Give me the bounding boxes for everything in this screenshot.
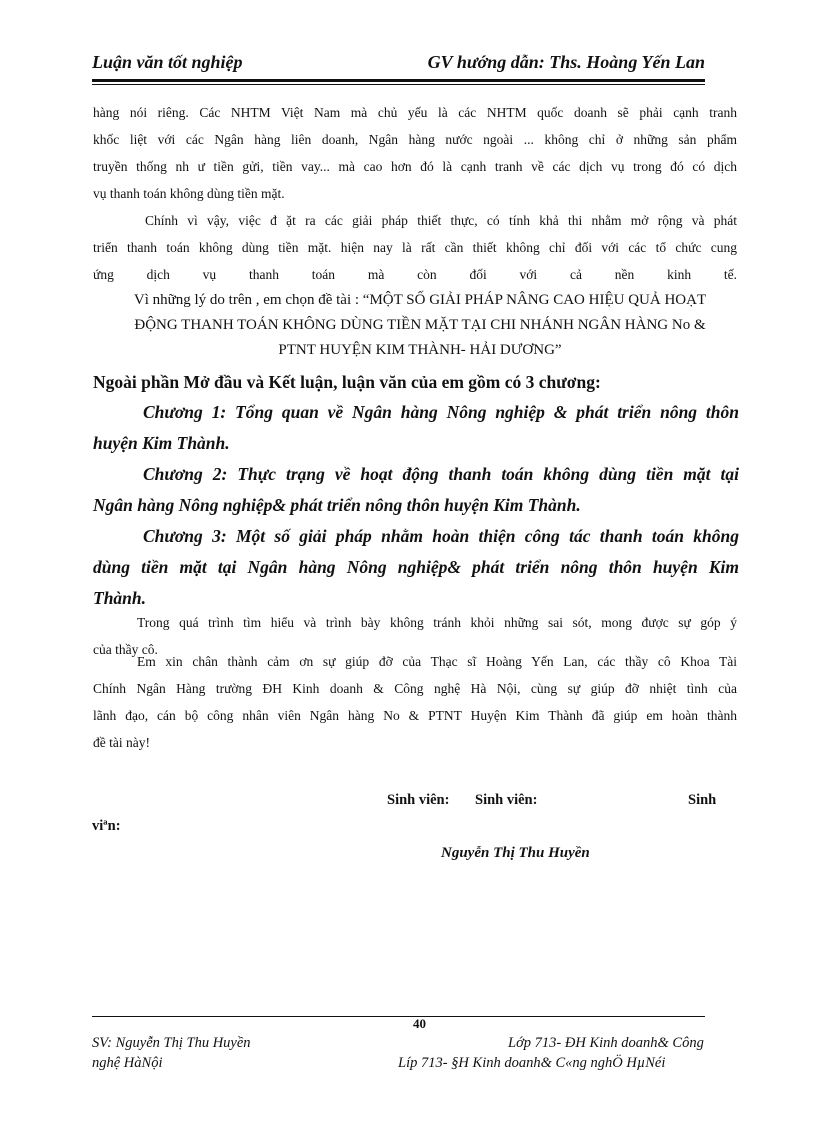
signature-name: Nguyễn Thị Thu Huyền xyxy=(441,845,590,861)
text-line: khốc liệt với các Ngân hàng liên doanh, Ngân hàng nước ngoài ... không chỉ ở những sản phẩm xyxy=(93,132,737,147)
chapter-3 xyxy=(93,521,739,614)
text-line: triển thanh toán không dùng tiền mặt. hiện nay là rất cần thiết không chỉ đối với các tổ chức cung xyxy=(93,240,737,255)
text-line: Em xin chân thành cảm ơn sự giúp đỡ của Thạc sĩ Hoàng Yến Lan, các thầy cô Khoa Tài xyxy=(137,654,737,669)
footer-class: Lớp 713- ĐH Kinh doanh& Công xyxy=(508,1035,704,1051)
text-line: Trong quá trình tìm hiểu và trình bày không tránh khỏi những sai sót, mong được sự góp ý xyxy=(137,615,737,630)
chapter-2 xyxy=(93,459,739,521)
text-line: hàng nói riêng. Các NHTM Việt Nam mà chủ yếu là các NHTM quốc doanh sẽ phải cạnh tranh xyxy=(93,105,737,120)
page-number: 40 xyxy=(413,1016,426,1031)
thesis-topic xyxy=(100,288,740,363)
text-line: vụ thanh toán không dùng tiền mặt. xyxy=(93,186,285,201)
topic-line: ĐỘNG THANH TOÁN KHÔNG DÙNG TIỀN MẶT TẠI CHI NHÁNH NGÂN HÀNG No & xyxy=(134,317,706,333)
chapter-line: Chương 1: Tổng quan về Ngân hàng Nông nghiệp & phát triển nông thôn xyxy=(143,402,739,422)
paragraph-1 xyxy=(93,99,737,207)
footer-student-cont: nghệ HàNội xyxy=(92,1055,163,1071)
signature-label: viªn: xyxy=(92,818,121,834)
intro-text: Ngoài phần Mở đầu và Kết luận, luận văn của em gồm có 3 chương: xyxy=(93,372,601,392)
paragraph-2 xyxy=(93,207,737,288)
signature-label: Sinh viên: xyxy=(387,792,450,808)
signature-label: Sinh xyxy=(688,792,717,808)
text-line: đề tài này! xyxy=(93,735,150,750)
header-title: Luận văn tốt nghiệp xyxy=(92,52,243,72)
chapter-line: huyện Kim Thành. xyxy=(93,433,230,453)
chapter-line: Ngân hàng Nông nghiệp& phát triển nông thôn huyện Kim Thành. xyxy=(93,495,581,515)
footer-student: SV: Nguyễn Thị Thu Huyền xyxy=(92,1035,251,1051)
topic-line: Vì những lý do trên , em chọn đề tài : “MỘT SỐ GIẢI PHÁP NÂNG CAO HIỆU QUẢ HOẠT xyxy=(133,292,707,308)
text-line: ứng dịch vụ thanh toán mà còn đối với cả nền kinh tế. xyxy=(93,267,737,282)
topic-line: PTNT HUYỆN KIM THÀNH- HẢI DƯƠNG” xyxy=(278,342,562,358)
chapter-line: dùng tiền mặt tại Ngân hàng Nông nghiệp& phát triển nông thôn huyện Kim xyxy=(93,557,739,577)
paragraph-4 xyxy=(93,648,737,756)
text-line: truyền thống nh ư tiền gửi, tiền vay... mà cao hơn đó là cạnh tranh về các dịch vụ trong đó có dịch xyxy=(93,159,737,174)
footer-class-alt: Líp 713- §H Kinh doanh& C«ng nghÖ HµNéi xyxy=(398,1055,666,1071)
chapters-intro xyxy=(93,368,753,396)
chapter-list xyxy=(93,397,739,614)
chapter-1 xyxy=(93,397,739,459)
text-line: Chính Ngân Hàng trường ĐH Kinh doanh & Công nghệ Hà Nội, cùng sự giúp đỡ nhiệt tình của xyxy=(93,681,737,696)
header-rule-thick xyxy=(92,79,705,82)
text-line: lãnh đạo, cán bộ công nhân viên Ngân hàng No & PTNT Huyện Kim Thành đã giúp em hoàn thành xyxy=(93,708,737,723)
text-line: Chính vì vậy, việc đ ặt ra các giải pháp thiết thực, có tính khả thi nhằm mở rộng và phát xyxy=(145,213,737,228)
page-header xyxy=(92,50,705,80)
chapter-line: Thành. xyxy=(93,588,147,608)
header-rule-thin xyxy=(92,84,705,85)
signature-label: Sinh viên: xyxy=(475,792,538,808)
header-advisor: GV hướng dẫn: Ths. Hoàng Yến Lan xyxy=(427,52,705,72)
footer-rule xyxy=(92,1016,705,1017)
chapter-line: Chương 3: Một số giải pháp nhằm hoàn thiện công tác thanh toán không xyxy=(143,526,739,546)
chapter-line: Chương 2: Thực trạng về hoạt động thanh toán không dùng tiền mặt tại xyxy=(143,464,739,484)
text-line: của thầy cô. xyxy=(93,642,158,657)
